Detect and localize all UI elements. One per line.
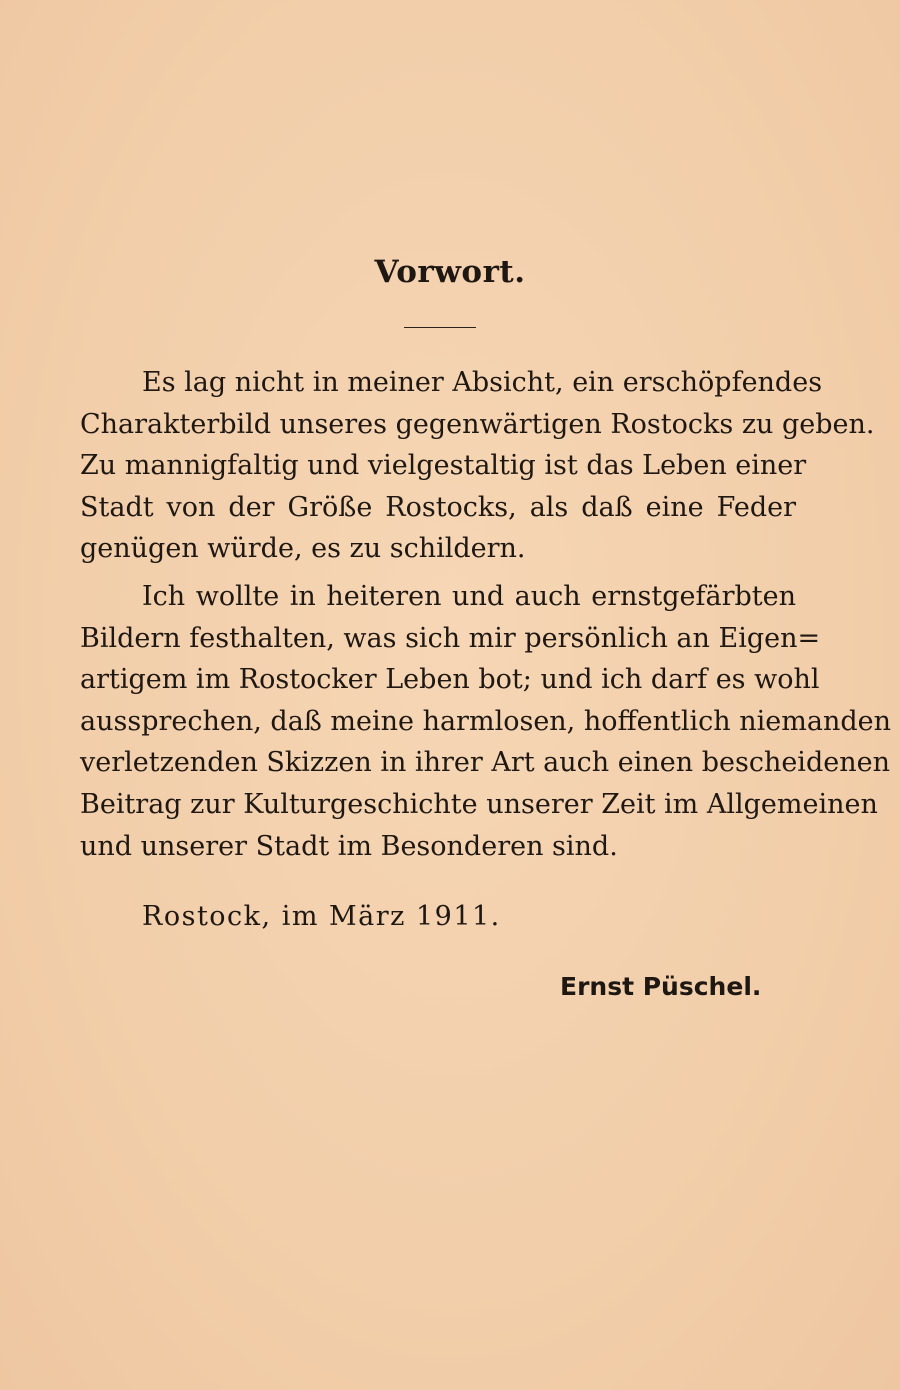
page-title: Vorwort.	[374, 254, 526, 290]
text-line: aussprechen, daß meine harmlosen, hoffentlich niemanden	[80, 705, 892, 737]
text-line: Charakterbild unseres gegenwärtigen Rostocks zu geben.	[80, 408, 875, 440]
text-line: und unserer Stadt im Besonderen sind.	[80, 830, 618, 862]
title-divider	[404, 327, 476, 328]
paragraph-1	[80, 362, 875, 570]
text-line: genügen würde, es zu schildern.	[80, 533, 526, 565]
text-line: artigem im Rostocker Leben bot; und ich darf es wohl	[80, 664, 820, 696]
text-line: Es lag nicht in meiner Absicht, ein erschöpfendes	[142, 367, 823, 398]
text-line: Stadt von der Größe Rostocks, als daß eine Feder	[80, 491, 796, 523]
text-line: Ich wollte in heiteren und auch ernstgefärbten	[142, 581, 796, 612]
text-line: Zu mannigfaltig und vielgestaltig ist das Leben einer	[80, 450, 807, 482]
author-signature: Ernst Püschel.	[560, 972, 762, 1001]
text-line: Bildern festhalten, was sich mir persönlich an Eigen=	[80, 622, 821, 654]
text-line: verletzenden Skizzen in ihrer Art auch einen bescheidenen	[80, 747, 890, 779]
place-and-date: Rostock, im März 1911.	[142, 901, 501, 932]
text-line: Beitrag zur Kulturgeschichte unserer Zeit im Allgemeinen	[80, 788, 878, 820]
paragraph-2	[80, 576, 892, 867]
